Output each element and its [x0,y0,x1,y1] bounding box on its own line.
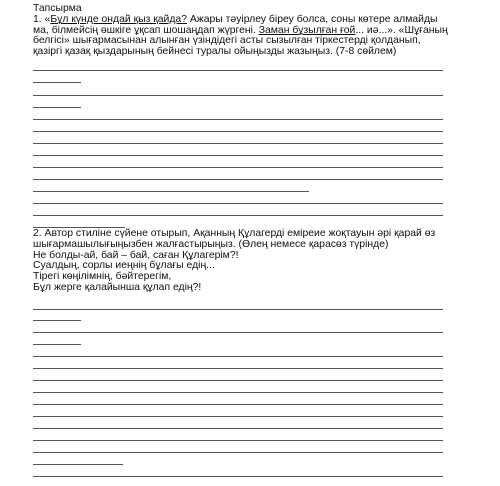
answer-line[interactable] [33,368,443,369]
underlined-phrase-2: Заман бұзылған ғой [258,24,356,36]
task-1-line-1: 1. «Бұл күнде ондай қыз қайда? Ажары тәуірлеу біреу болса, соны көтере алмайды [33,13,438,25]
poem-line-2: Суалдың, сорлы иеңнің бұлағы едің... [33,260,215,272]
answer-line[interactable] [33,464,123,465]
answer-line[interactable] [33,95,443,96]
task-2-text [33,229,473,294]
task-1-text [33,4,473,58]
underlined-phrase-1: Бұл күнде ондай қыз қайда? [50,13,187,25]
answer-line[interactable] [33,452,443,453]
task-1-line-2: ма, білмейсің өшкіге ұқсап шошаңдап жүргені. Заман бұзылған ғой... иә...». «Шұғаның [33,24,448,36]
answer-line[interactable] [33,131,443,132]
answer-line[interactable] [33,356,443,357]
answer-line[interactable] [33,380,443,381]
task-1-line-4: қазіргі қазақ қыздарының бейнесі туралы ойыңызды жазыңыз. (7-8 сөйлем) [33,46,397,58]
answer-line[interactable] [33,179,443,180]
answer-line[interactable] [33,119,443,120]
answer-line[interactable] [33,320,81,321]
answer-line[interactable] [33,155,443,156]
answer-line[interactable] [33,107,81,108]
answer-line[interactable] [33,215,443,216]
task-2-line-1: 2. Автор стиліне сүйене отырып, Ақанның Құлагерді еміреие жоқтауын әрі қарай өз [33,228,436,239]
poem-line-3: Тірегі көңілімнің, бәйтерегім, [33,271,172,283]
answer-line[interactable] [33,143,443,144]
answer-line[interactable] [33,440,443,441]
worksheet-heading: Тапсырма [33,3,82,14]
answer-line[interactable] [33,332,443,333]
answer-line[interactable] [33,191,309,192]
answer-line[interactable] [33,167,443,168]
answer-line[interactable] [33,416,443,417]
poem-line-4: Бұл жерге қалайынша құлап едің?! [33,281,202,293]
task-1-number: 1. « [33,13,51,25]
answer-line[interactable] [33,404,443,405]
answer-line[interactable] [33,344,81,345]
answer-line[interactable] [33,476,443,477]
answer-line[interactable] [33,309,443,310]
answer-line[interactable] [33,203,443,204]
answer-line[interactable] [33,82,81,83]
task-1-line-3: белгісі» шығармасынан алынған үзіндідегі асты сызылған тіркестерді қолданып, [33,35,421,47]
answer-line[interactable] [33,392,443,393]
task-2-line-2: шығармашылығыңызбен жалғастырыңыз. (Өлең немесе қарасөз түрінде) [33,238,389,250]
answer-line[interactable] [33,428,443,429]
answer-line[interactable] [33,70,443,71]
poem-line-1: Не болды-ай, бай – бай, саған Құлагерім?! [33,249,239,261]
